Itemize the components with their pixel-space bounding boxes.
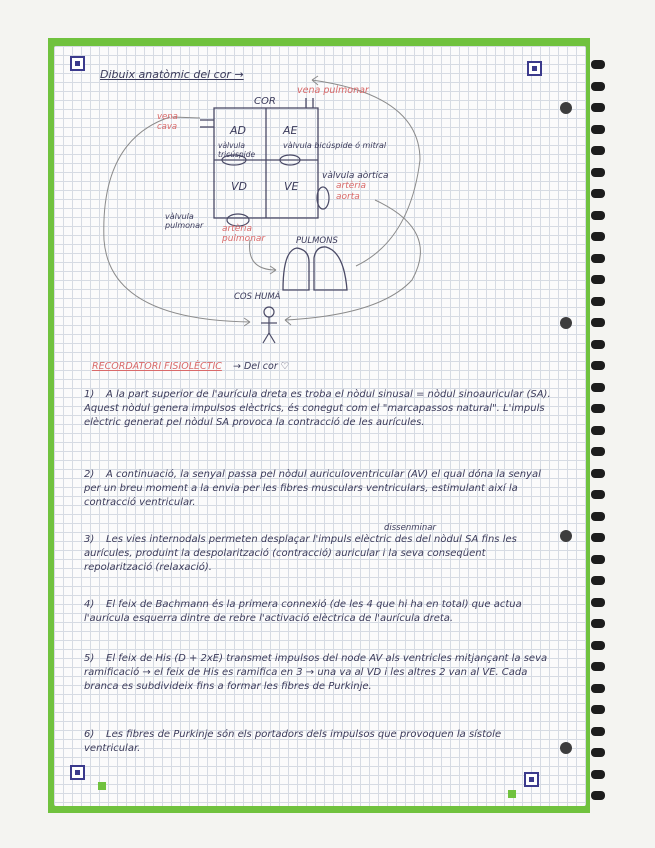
mitral-label: vàlvula bicúspide ó mitral [283, 141, 387, 150]
paragraph-number: 3) [84, 534, 95, 545]
pulmonary-valve-label: vàlvula pulmonar [165, 212, 204, 230]
paragraph-number: 6) [84, 729, 95, 740]
left-lung [283, 248, 309, 290]
aortic-valve-label: vàlvula aòrtica [322, 171, 389, 181]
paragraph-number: 5) [84, 653, 95, 664]
paragraph-4 [84, 598, 554, 626]
chamber-ve: VE [284, 180, 299, 193]
tricuspid-label: vàlvula tricúspide [218, 141, 256, 159]
page-title: Dibuix anatòmic del cor → [100, 68, 244, 81]
vena-cava-label: vena cava [157, 112, 178, 132]
paragraph-text: El feix de Bachmann és la primera connexió (de les 4 que hi ha en total) que actua l'aurícula esquerra dintre de rebre l'activació elèctrica de l'aurícula dreta. [84, 599, 522, 624]
paragraph-number: 4) [84, 599, 95, 610]
vena-pulmonar-label: vena pulmonar [297, 85, 369, 96]
heart-label: COR [254, 96, 276, 107]
chamber-ad: AD [230, 124, 246, 137]
paragraph-text: El feix de His (D + 2xE) transmet impulsos del node AV als ventricles mitjançant la seva ramificació → el feix de His es ramifica en 3 → una va al VD i les altres 2 van al VE. Cada branca es subdivideix fins a formar les fibres de Purkinje. [84, 653, 548, 692]
paragraph-text: Les fibres de Purkinje són els portadors dels impulsos que provoquen la sístole ventricular. [84, 729, 502, 754]
paragraph-text: Les vies internodals permeten desplaçar l'impuls elèctric des del nòdul SA fins les aurícules, produint la despolarització (contracció) auricular i la seva conseqüent repolarització (relaxació). [84, 534, 517, 573]
paragraph-2 [84, 468, 554, 510]
paragraph-text: A la part superior de l'aurícula dreta es troba el nòdul sinusal = nòdul sinoauricular (SA). Aquest nòdul genera impulsos elèctrics, és conegut com el "marcapassos natural". L'impuls elèctric generat pel nòdul SA provoca la contracció de les aurícules. [84, 389, 551, 428]
chamber-ae: AE [283, 124, 298, 137]
pulmonary-artery-label: artèria pulmonar [222, 224, 266, 244]
right-lung [314, 247, 347, 290]
paragraph-3 [84, 533, 554, 575]
human-head [264, 307, 274, 317]
human-leg [263, 333, 269, 343]
aortic-valve [317, 187, 329, 209]
paragraph-text: A continuació, la senyal passa pel nòdul auriculoventricular (AV) el qual dóna la senyal per un breu moment a la envia per les fibres musculars ventriculars, estimulant així la contracció ventricular. [84, 469, 541, 508]
paragraph-6 [84, 728, 554, 756]
human-leg [269, 333, 275, 343]
chamber-vd: VD [231, 180, 247, 193]
arrow-head [285, 316, 291, 325]
pulmonary-artery-arrow [250, 240, 276, 270]
section-heading-suffix: → Del cor ♡ [233, 361, 290, 372]
margin-annotation: dissenminar [384, 523, 436, 533]
paragraph-number: 2) [84, 469, 95, 480]
lungs-label: PULMONS [296, 236, 338, 246]
paragraph-1 [84, 388, 554, 430]
body-label: COS HUMÀ [234, 292, 281, 302]
paragraph-number: 1) [84, 389, 95, 400]
aorta-label: artèria aorta [336, 181, 366, 202]
paragraph-5 [84, 652, 554, 694]
section-heading: RECORDATORI FISIOLÈCTIC [92, 361, 222, 372]
